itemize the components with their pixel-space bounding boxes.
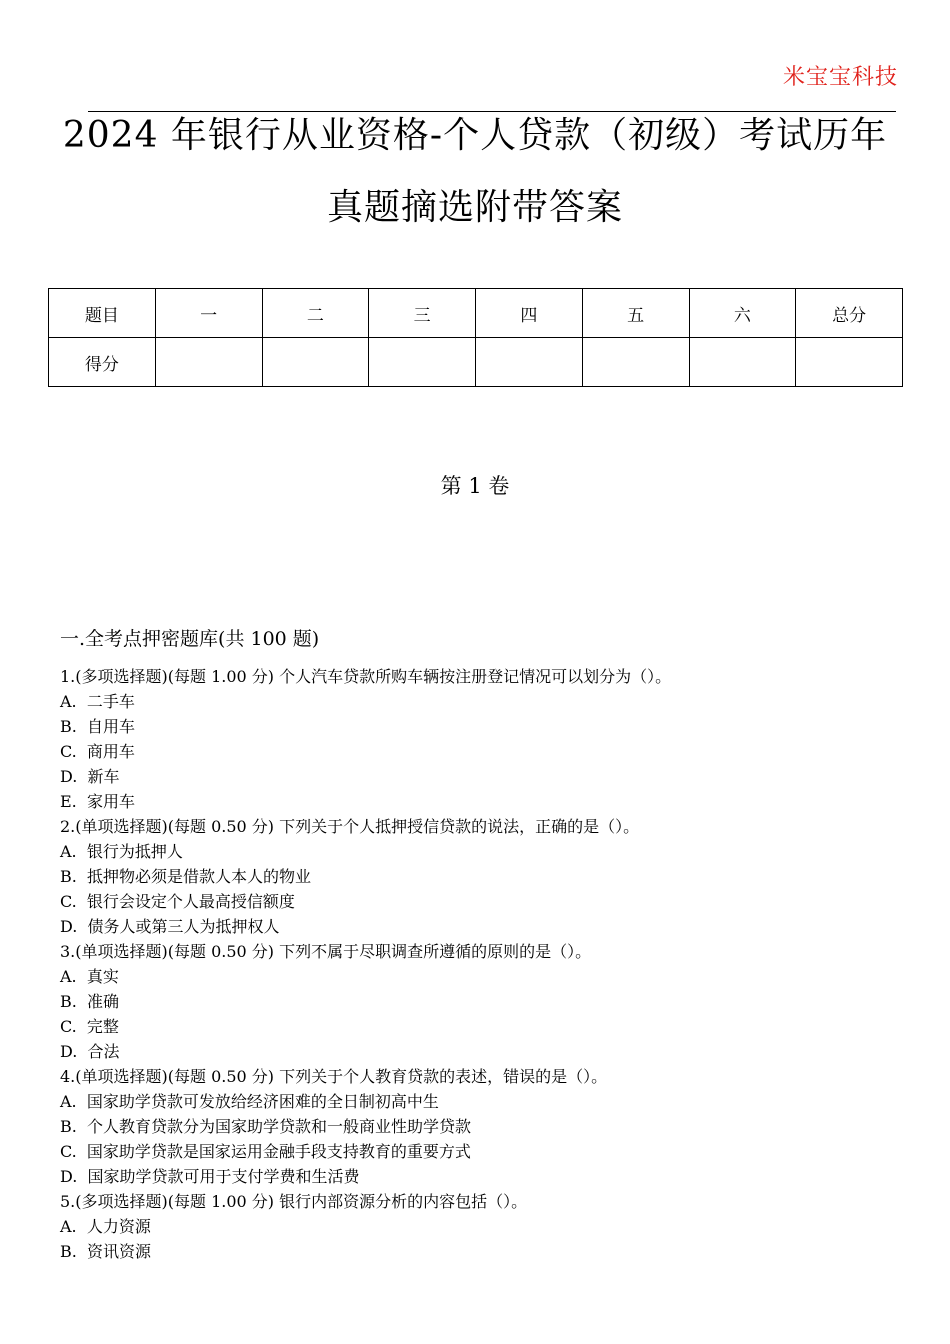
question-item <box>60 1189 920 1264</box>
document-title-line-2: 真题摘选附带答案 <box>326 187 623 228</box>
header-rule <box>88 111 896 112</box>
question-item <box>60 939 920 1064</box>
score-cell <box>476 338 583 387</box>
question-item <box>60 814 920 939</box>
question-stem: 4.(单项选择题)(每题 0.50 分) 下列关于个人教育贷款的表述，错误的是（）。 <box>60 1067 608 1086</box>
score-header-cell: 六 <box>689 289 796 338</box>
question-option: A. 真实 <box>60 967 119 986</box>
question-option: B. 准确 <box>60 992 120 1011</box>
question-option: A. 银行为抵押人 <box>60 842 183 861</box>
question-list <box>60 664 920 1264</box>
volume-heading: 第 1 卷 <box>440 474 510 498</box>
score-header-cell: 总分 <box>796 289 903 338</box>
question-option: A. 二手车 <box>60 692 135 711</box>
score-cell <box>262 338 369 387</box>
score-cell <box>155 338 262 387</box>
question-option: B. 个人教育贷款分为国家助学贷款和一般商业性助学贷款 <box>60 1117 472 1136</box>
score-cell <box>369 338 476 387</box>
question-option: C. 国家助学贷款是国家运用金融手段支持教育的重要方式 <box>60 1142 471 1161</box>
question-option: E. 家用车 <box>60 792 135 811</box>
score-cell <box>796 338 903 387</box>
question-option: B. 抵押物必须是借款人本人的物业 <box>60 867 312 886</box>
question-option: A. 国家助学贷款可发放给经济困难的全日制初高中生 <box>60 1092 439 1111</box>
question-option: D. 国家助学贷款可用于支付学费和生活费 <box>60 1167 360 1186</box>
score-header-cell: 二 <box>262 289 369 338</box>
question-option: B. 自用车 <box>60 717 136 736</box>
question-option: C. 完整 <box>60 1017 119 1036</box>
score-row-label: 得分 <box>49 338 156 387</box>
question-stem: 2.(单项选择题)(每题 0.50 分) 下列关于个人抵押授信贷款的说法，正确的是（）。 <box>60 817 640 836</box>
question-option: C. 商用车 <box>60 742 135 761</box>
question-item <box>60 664 920 814</box>
score-header-cell: 四 <box>476 289 583 338</box>
question-stem: 3.(单项选择题)(每题 0.50 分) 下列不属于尽职调查所遵循的原则的是（）。 <box>60 942 592 961</box>
section-heading: 一.全考点押密题库(共 100 题) <box>60 628 320 650</box>
score-header-cell: 题目 <box>49 289 156 338</box>
question-item <box>60 1064 920 1189</box>
question-option: A. 人力资源 <box>60 1217 151 1236</box>
document-title-line-1: 2024 年银行从业资格-个人贷款（初级）考试历年 <box>62 115 888 156</box>
score-header-cell: 五 <box>582 289 689 338</box>
question-option: C. 银行会设定个人最高授信额度 <box>60 892 295 911</box>
question-stem: 5.(多项选择题)(每题 1.00 分) 银行内部资源分析的内容包括（）。 <box>60 1192 528 1211</box>
score-header-cell: 一 <box>155 289 262 338</box>
score-table-score-row <box>49 338 903 387</box>
brand-name: 米宝宝科技 <box>782 65 898 90</box>
score-header-cell: 三 <box>369 289 476 338</box>
question-stem: 1.(多项选择题)(每题 1.00 分) 个人汽车贷款所购车辆按注册登记情况可以划分为（）。 <box>60 667 672 686</box>
question-option: B. 资讯资源 <box>60 1242 152 1261</box>
question-option: D. 新车 <box>60 767 120 786</box>
score-table <box>48 288 903 387</box>
question-option: D. 债务人或第三人为抵押权人 <box>60 917 280 936</box>
score-cell <box>689 338 796 387</box>
score-cell <box>582 338 689 387</box>
question-option: D. 合法 <box>60 1042 120 1061</box>
score-table-header-row <box>49 289 903 338</box>
